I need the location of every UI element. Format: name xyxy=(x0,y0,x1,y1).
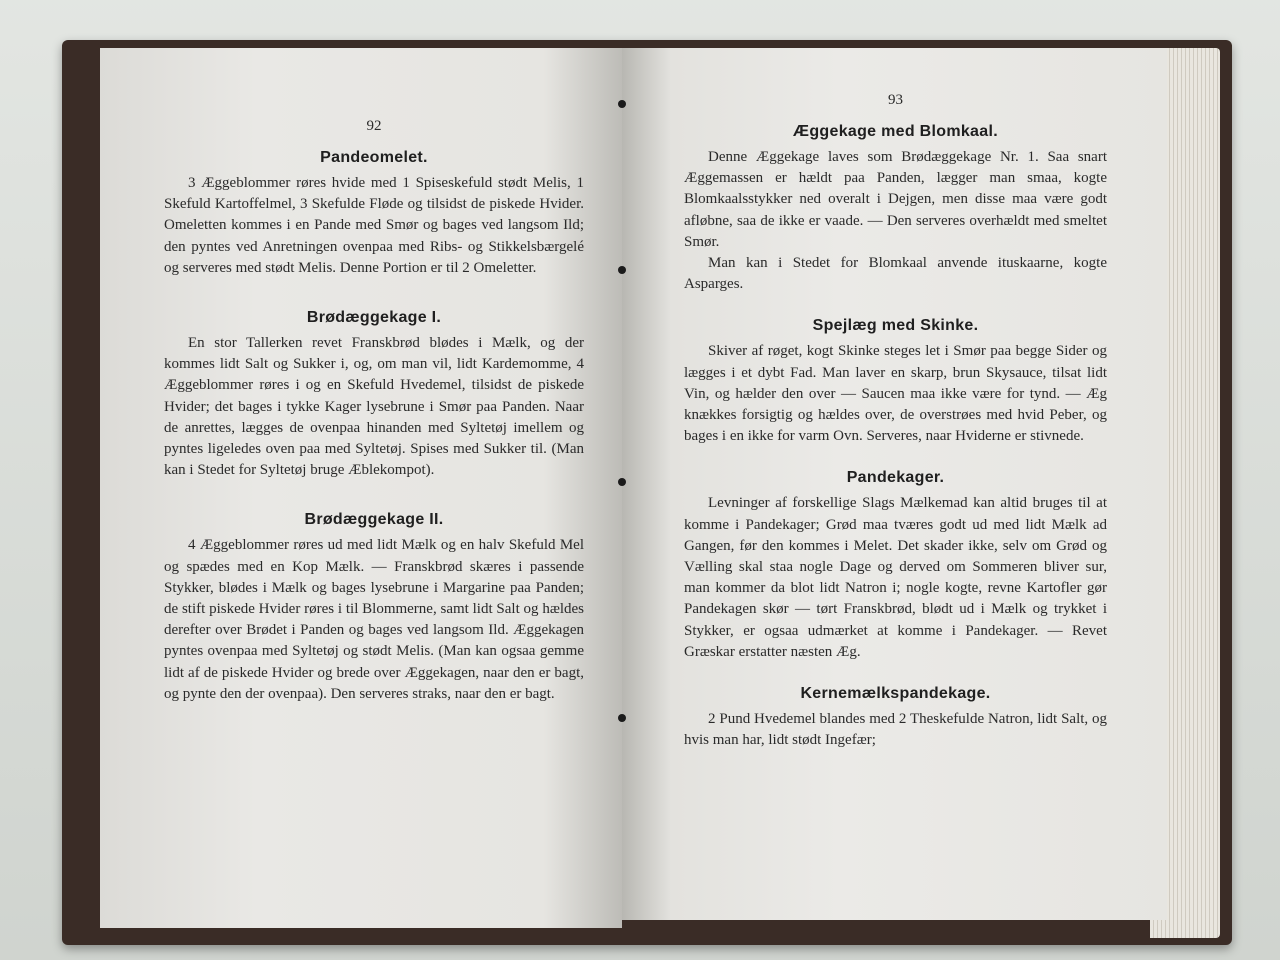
recipe-heading: Æggekage med Blomkaal. xyxy=(793,123,998,140)
recipe-paragraph: En stor Tallerken revet Franskbrød blødes i Mælk, og der kommes lidt Salt og Sukker i, og, om man vil, lidt Kardemomme, 4 Æggeblommer røres i og en Skefuld Hvedemel, tilsidst de piskede Hvider; det bages i tykke Kager lysebrune i Smør paa Panden. Naar de anrettes, lægges de ovenpaa hinanden med Syltetøj imellem og pyntes ligeledes oven paa med Syltetøj. Spises med Sukker til. (Man kan i Stedet for Syltetøj bruge Æblekompot). xyxy=(164,335,584,479)
recipe-paragraph: Levninger af forskellige Slags Mælkemad kan altid bruges til at komme i Pandekager; Grød maa tværes godt ud med lidt Mælk ad Gangen, før den kommes i Melet. Det skader ikke, selv om Grød og Vælling skal staa nogle Dage og derved om Sommeren bliver sur, man kommer da blot lidt Natron i; nogle kogte, revne Kartofler gør Pandekagen skør — tørt Franskbrød, blødt ud i Mælk og trykket i Stykker, er ogsaa udmærket at komme i Pandekager. — Revet Græskar erstatter næsten Æg. xyxy=(684,495,1107,660)
recipe-paragraph: 4 Æggeblommer røres ud med lidt Mælk og en halv Skefuld Mel og spædes med en Kop Mælk. — Franskbrød skæres i passende Stykker, blødes i Mælk og bages lysebrune i Margarine paa Panden; de stift piskede Hvider røres i til Blommerne, samt lidt Salt og hældes derefter over Brødet i Panden og bages ved langsom Ild. Æggekagen pyntes ovenpaa med Syltetøj og stødt Melis. (Man kan ogsaa gemme lidt af de piskede Hvider og brede over Æggekagen, naar den er bagt, og pynte den der ovenpaa). Den serveres straks, naar den er bagt. xyxy=(164,537,584,702)
recipe-paragraph: 3 Æggeblommer røres hvide med 1 Spiseskefuld stødt Melis, 1 Skefuld Kartoffelmel, 3 Skefulde Fløde og tilsidst de piskede Hvider. Omeletten kommes i en Pande med Smør og bages ved langsom Ild; den pyntes ved Anretningen ovenpaa med Ribs- og Stikkelsbærgelé og serveres med stødt Melis. Denne Portion er til 2 Omeletter. xyxy=(164,175,584,276)
recipe-paragraph: Skiver af røget, kogt Skinke steges let i Smør paa begge Sider og lægges i et dybt Fad. Man laver en skarp, brun Skysauce, tilsat lidt Vin, og hælder den over — Saucen maa ikke være for tynd. — Æg knækkes forsigtig og hældes over, de overstrøes med hvid Peber, og bages i en ikke for varm Ovn. Serveres, naar Hviderne er stivnede. xyxy=(684,343,1107,445)
left-page xyxy=(100,48,622,928)
recipe-heading: Pandeomelet. xyxy=(320,149,428,166)
recipe-heading: Brødæggekage I. xyxy=(306,309,442,327)
page-number: 93 xyxy=(888,92,903,108)
recipe-heading: Spejlæg med Skinke. xyxy=(812,317,979,335)
binding-stitch xyxy=(618,714,626,722)
page-number: 92 xyxy=(366,118,382,134)
recipe-heading: Brødæggekage II. xyxy=(304,511,444,529)
recipe-paragraph: 2 Pund Hvedemel blandes med 2 Theskefulde Natron, lidt Salt, og hvis man har, lidt stødt Ingefær; xyxy=(684,711,1107,749)
recipe-paragraph: Man kan i Stedet for Blomkaal anvende ituskaarne, kogte Asparges. xyxy=(684,255,1107,293)
recipe-heading: Pandekager. xyxy=(846,469,945,487)
right-page xyxy=(622,48,1167,920)
recipe-paragraph: Denne Æggekage laves som Brødæggekage Nr. 1. Saa snart Æggemassen er hældt paa Panden, lægger man smaa, kogte Blomkaalsstykker ned overalt i Dejgen, men disse maa være godt afløbne, saa de ikke er vaade. — Den serveres overhældt med smeltet Smør. xyxy=(684,149,1107,250)
binding-stitch xyxy=(618,266,626,274)
recipe-heading: Kernemælkspandekage. xyxy=(800,685,991,703)
binding-stitch xyxy=(618,100,626,108)
binding-stitch xyxy=(618,478,626,486)
